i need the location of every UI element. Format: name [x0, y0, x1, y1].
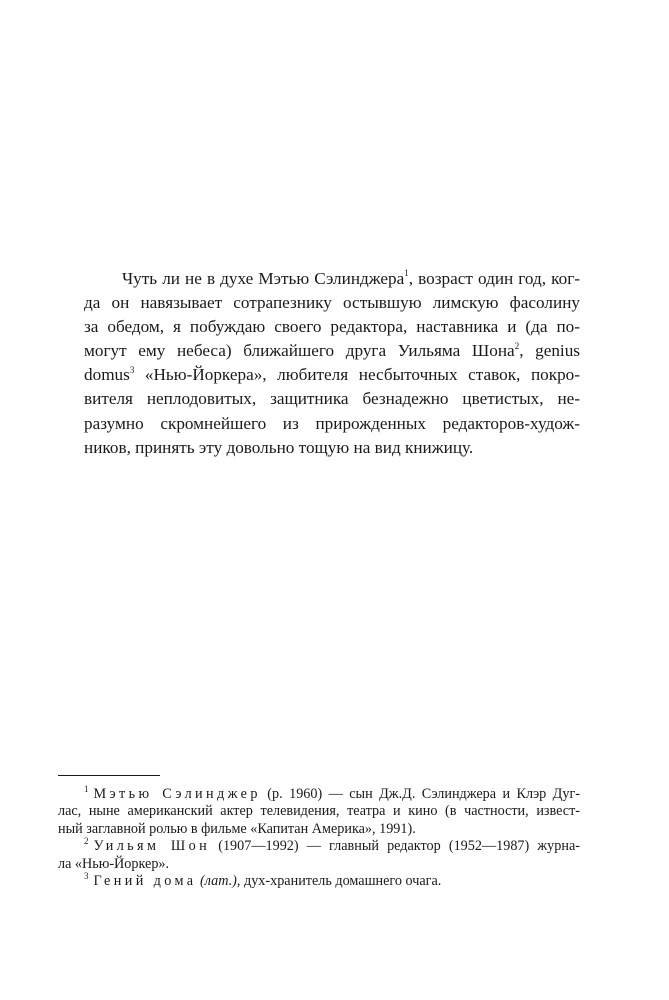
- dedication-line-7: разумно скромнейшего из прирожденных редакторов-худож-: [84, 413, 580, 433]
- footnote-3-number: 3: [84, 871, 89, 882]
- footnote-2-name: Уильям Шон: [93, 838, 211, 855]
- footnote-2-line-2: ла «Нью-Йоркер».: [58, 855, 170, 872]
- footnote-1-line-3: ный заглавной ролью в фильме «Капитан Америка», 1991).: [58, 820, 416, 837]
- dedication-line-5: domus$^3$ «Нью-Йоркера», любителя несбыточных ставок, покро-: [84, 364, 580, 385]
- footnote-ref-2[interactable]: 2: [514, 340, 520, 351]
- dedication-line-8: ников, принять эту довольно тощую на вид книжицу.: [84, 437, 474, 457]
- footnote-1-name: Мэтью Сэлинджер: [93, 786, 261, 802]
- footnote-1-number: 1: [84, 784, 89, 795]
- dedication-line-1: Чуть ли не в духе Мэтью Сэлинджера$^1$, возраст один год, ког-: [122, 268, 580, 288]
- dedication-line-3: за обедом, я побуждаю своего редактора, наставника и (да по-: [84, 317, 580, 337]
- footnote-3-lang: (лат.),: [200, 873, 241, 890]
- footnote-ref-1[interactable]: 1: [404, 268, 409, 279]
- dedication-line-4: могут ему небеса) ближайшего друга Уильяма Шона$^2$, genius: [84, 340, 580, 361]
- dedication-line-6: вителя неплодовитых, защитника безнадежно цветистых, не-: [84, 389, 580, 409]
- footnote-divider: [58, 775, 160, 776]
- footnote-3-line-1: $^3$ Гений дома (лат.), дух-хранитель домашнего очага.: [84, 871, 442, 890]
- footnote-3-name: Гений дома: [93, 873, 197, 890]
- footnote-1-line-1: $^1$ Мэтью Сэлинджер (р. 1960) — сын Дж.Д. Сэлинджера и Клэр Дуг-: [84, 784, 580, 802]
- dedication-paragraph: [84, 267, 580, 460]
- dedication-line-2: да он навязывает сотрапезнику остывшую лимскую фасолину: [84, 293, 580, 313]
- footnote-1-line-2: лас, ныне американский актер телевидения, театра и кино (в частности, извест-: [58, 803, 580, 820]
- footnote-2-line-1: $^2$ Уильям Шон (1907—1992) — главный редактор (1952—1987) журна-: [84, 836, 580, 855]
- footnotes-block: [58, 786, 580, 890]
- footnote-ref-3[interactable]: 3: [129, 364, 135, 375]
- footnote-2-number: 2: [84, 836, 89, 847]
